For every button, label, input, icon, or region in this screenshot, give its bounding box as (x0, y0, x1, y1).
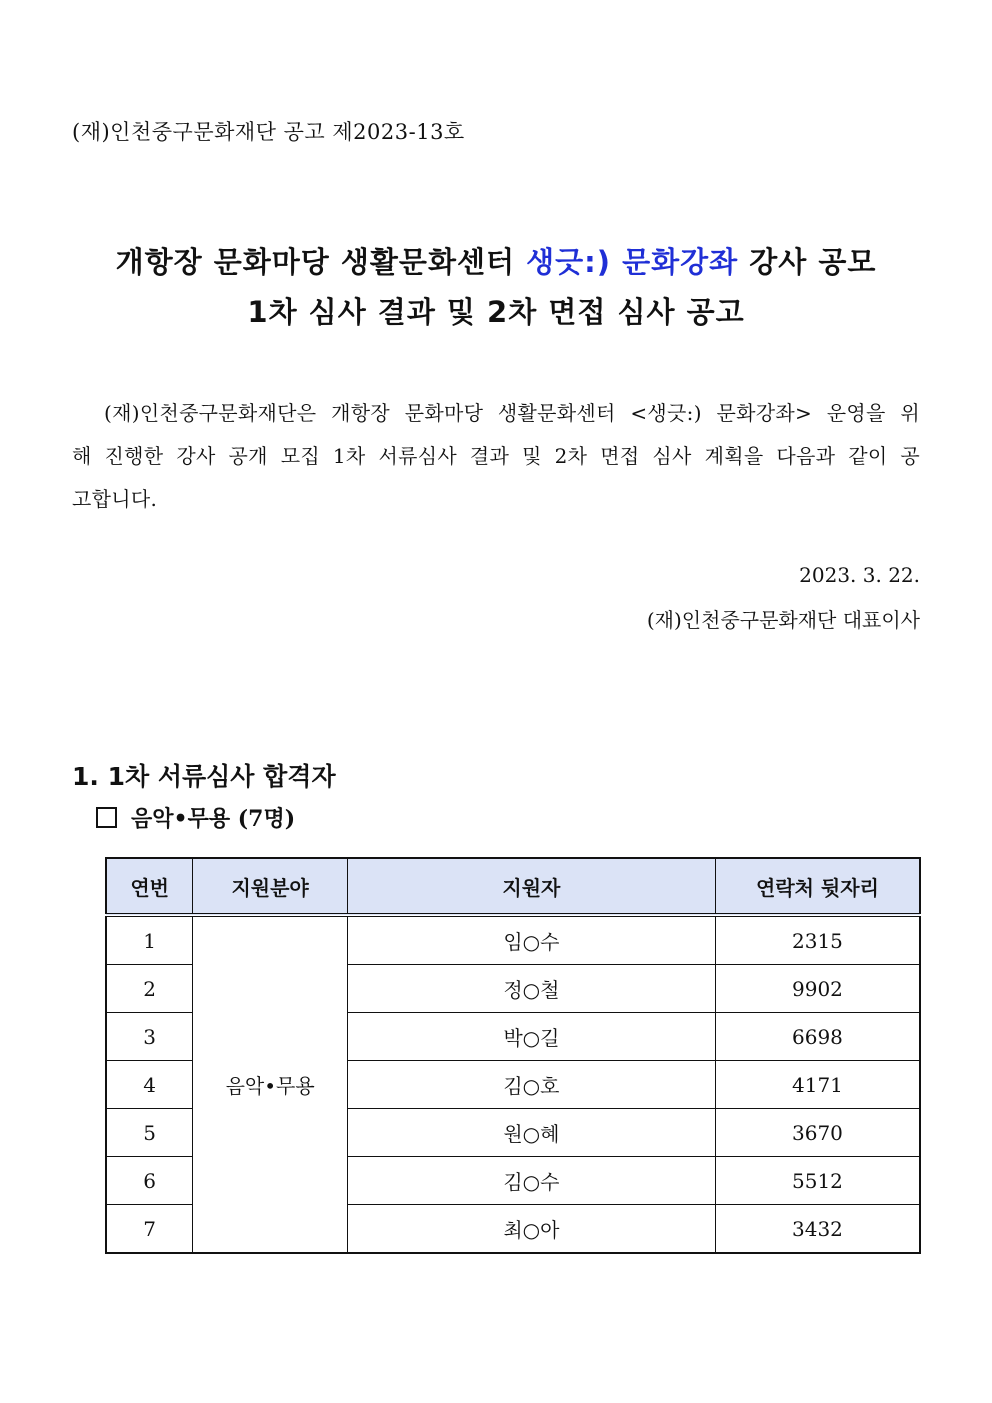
subsection-music-dance (96, 802, 295, 833)
header-number: 연번 (106, 858, 193, 915)
contact-digits: 5512 (715, 1157, 920, 1205)
announcement-date: 2023. 3. 22. (799, 563, 920, 587)
table-header-row (106, 858, 920, 915)
header-field: 지원분야 (193, 858, 348, 915)
row-number: 6 (106, 1157, 193, 1205)
contact-digits: 2315 (715, 915, 920, 965)
announcement-body: (재)인천중구문화재단은 개항장 문화마당 생활문화센터 <생긋:) 문화강좌> 운영을 위해 진행한 강사 공개 모집 1차 서류심사 결과 및 2차 면접 심사 계획을 다음과 같이 공고합니다. (72, 401, 920, 511)
applicant-name: 원○혜 (347, 1109, 715, 1157)
row-number: 2 (106, 965, 193, 1013)
title-highlight: 생긋:) 문화강좌 (526, 245, 739, 279)
contact-digits: 4171 (715, 1061, 920, 1109)
signer: (재)인천중구문화재단 대표이사 (646, 608, 920, 632)
checkbox-icon (96, 807, 117, 828)
contact-digits: 3670 (715, 1109, 920, 1157)
results-table (105, 857, 921, 1254)
row-number: 1 (106, 915, 193, 965)
contact-digits: 6698 (715, 1013, 920, 1061)
title-line-1 (0, 240, 992, 281)
row-number: 5 (106, 1109, 193, 1157)
section-1-heading: 1. 1차 서류심사 합격자 (72, 762, 336, 791)
row-number: 4 (106, 1061, 193, 1109)
table-row (106, 915, 920, 965)
notice-number: (재)인천중구문화재단 공고 제2023-13호 (72, 120, 465, 144)
applicant-name: 최○아 (347, 1205, 715, 1254)
title-line-2: 1차 심사 결과 및 2차 면접 심사 공고 (247, 295, 745, 329)
applicant-name: 박○길 (347, 1013, 715, 1061)
applicant-name: 김○호 (347, 1061, 715, 1109)
applicant-name: 김○수 (347, 1157, 715, 1205)
row-number: 3 (106, 1013, 193, 1061)
applicant-name: 정○철 (347, 965, 715, 1013)
header-contact: 연락처 뒷자리 (715, 858, 920, 915)
title-line-1-part-1: 개항장 문화마당 생활문화센터 (115, 245, 527, 279)
applicant-name: 임○수 (347, 915, 715, 965)
row-number: 7 (106, 1205, 193, 1254)
contact-digits: 9902 (715, 965, 920, 1013)
subsection-label: 음악•무용 (7명) (131, 806, 296, 832)
header-applicant: 지원자 (347, 858, 715, 915)
title-line-1-part-2: 강사 공모 (738, 245, 877, 279)
contact-digits: 3432 (715, 1205, 920, 1254)
field-cell: 음악•무용 (193, 915, 348, 1253)
